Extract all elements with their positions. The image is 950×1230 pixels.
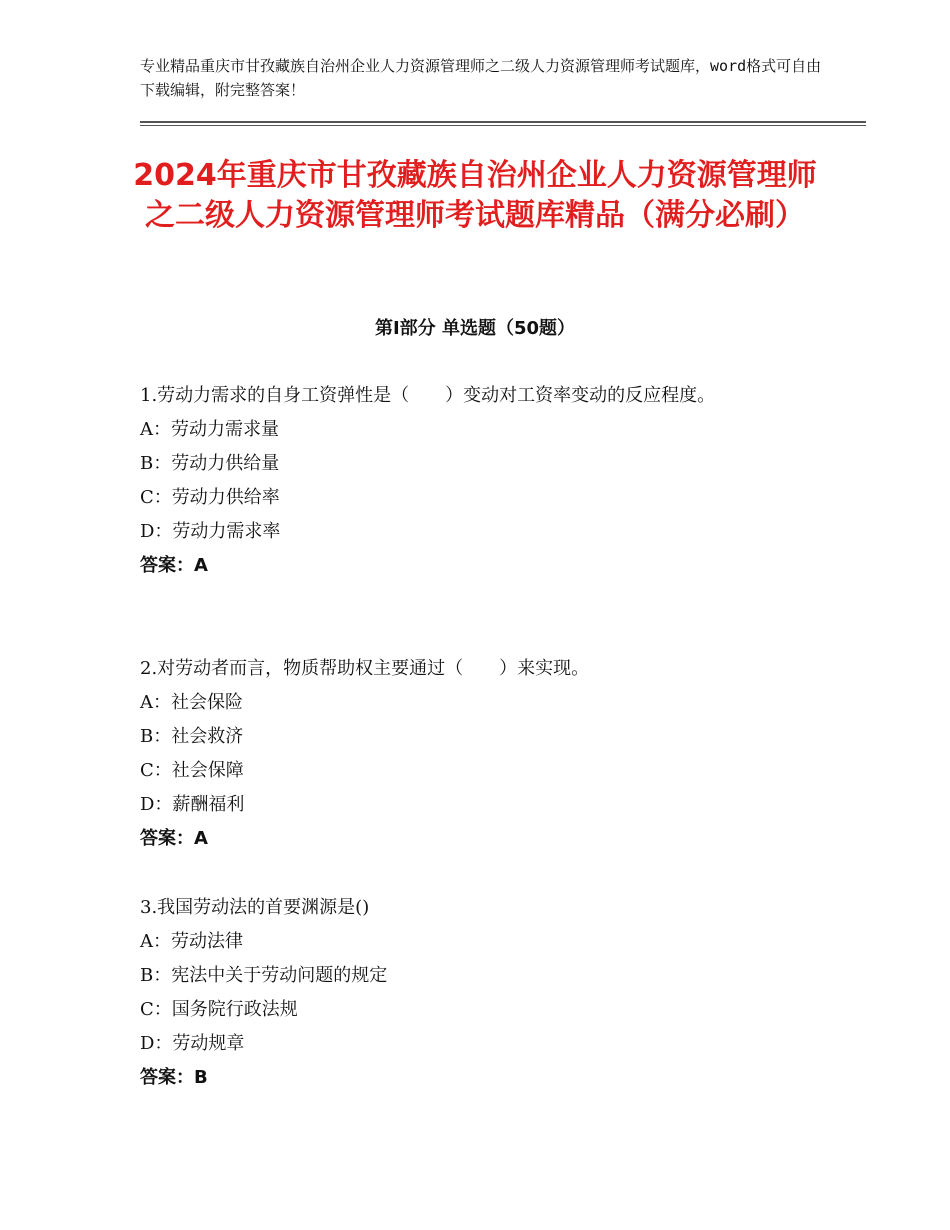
question-3 [140, 891, 830, 1095]
document-title: 2024年重庆市甘孜藏族自治州企业人力资源管理师之二级人力资源管理师考试题库精品（满分必刷） [133, 158, 817, 233]
section-title: 第Ⅰ部分 单选题（50题） [374, 318, 575, 339]
option-a: A：劳动法律 [140, 931, 243, 952]
option-c: C：国务院行政法规 [140, 999, 298, 1020]
question-stem: 2.对劳动者而言，物质帮助权主要通过（ ）来实现。 [140, 658, 590, 679]
option-b: B：宪法中关于劳动问题的规定 [140, 965, 388, 986]
question-2 [140, 652, 830, 856]
option-a: A：社会保险 [140, 692, 243, 713]
answer: 答案：A [140, 555, 208, 576]
option-a: A：劳动力需求量 [140, 419, 279, 440]
header-rule-thick [140, 121, 866, 123]
option-d: D：劳动规章 [140, 1033, 245, 1054]
option-b: B：劳动力供给量 [140, 453, 280, 474]
answer: 答案：B [140, 1067, 208, 1088]
option-c: C：社会保障 [140, 760, 244, 781]
option-c: C：劳动力供给率 [140, 487, 280, 508]
option-b: B：社会救济 [140, 726, 244, 747]
option-d: D：劳动力需求率 [140, 521, 281, 542]
answer: 答案：A [140, 828, 208, 849]
option-d: D：薪酬福利 [140, 794, 245, 815]
header-note: 专业精品重庆市甘孜藏族自治州企业人力资源管理师之二级人力资源管理师考试题库，word格式可自由下载编辑，附完整答案！ [140, 57, 822, 99]
question-stem: 1.劳动力需求的自身工资弹性是（ ）变动对工资率变动的反应程度。 [140, 385, 716, 406]
header-rule-thin [140, 125, 866, 126]
question-stem: 3.我国劳动法的首要渊源是() [140, 897, 370, 918]
question-1 [140, 379, 830, 583]
